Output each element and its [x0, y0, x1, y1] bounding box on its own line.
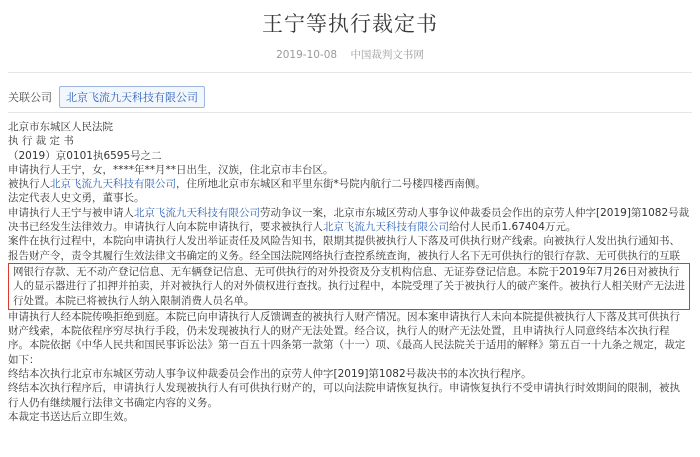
- related-company-label: 关联公司: [8, 91, 52, 104]
- resumption-paragraph: 终结本次执行程序后，申请执行人发现被执行人有可供执行财产的，可以向法院申请恢复执行。申请恢复执行不受申请执行时效期间的限制，被执行人仍有继续履行法律文书确定内容的义务。: [8, 382, 680, 409]
- company-link[interactable]: 北京飞流九天科技有限公司: [323, 221, 449, 234]
- applicant-paragraph: 申请执行人王宁，女，****年**月**日出生，汉族，住北京市丰台区。: [8, 163, 334, 176]
- ruling-paragraph: 终结本次执行北京市东城区劳动人事争议仲裁委员会作出的京劳人仲字[2019]第1082号裁决书的本次执行程序。: [8, 368, 532, 381]
- document-body: [8, 120, 690, 424]
- divider: [8, 112, 692, 113]
- company-link[interactable]: 北京飞流九天科技有限公司: [134, 206, 260, 219]
- respondent-paragraph: 被执行人北京飞流九天科技有限公司，住所地北京市东城区和平里东街*号院内航行二号楼四楼西南侧。: [8, 178, 486, 191]
- ruling-basis-paragraph: 申请执行人经本院传唤拒绝到庭。本院已向申请执行人反馈调查的被执行人财产情况。因本案申请执行人未向本院提供被执行人下落及其可供执行财产线索，本院依程序穷尽执行手段，仍未发现被执行人的财产无法处置。经合议，执行人的财产无法处置，且申请执行人同意终结本次执行程序。本院依据《中华人民共和国民事诉讼法》第一百五十四条第一款第（十一）项、《最高人民法院关于适用的解释》第五百一十九条之规定，裁定如下：: [8, 310, 686, 366]
- highlighted-passage: 网银行存款、无不动产登记信息、无车辆登记信息、无可供执行的对外投资及分支机构信息、无证券登记信息。本院于2019年7月26日对被执行人的显示器进行了扣押并拍卖，并对被执行人的对外债权进行查找。执行过程中，本院受理了关于被执行人的破产案件。被执行人相关财产无法进行处置。本院已将被执行人纳入限制消费人员名单。: [8, 263, 690, 310]
- document-type: 执 行 裁 定 书: [8, 135, 74, 148]
- divider: [8, 72, 692, 73]
- company-link[interactable]: 北京飞流九天科技有限公司: [50, 178, 176, 191]
- case-number: （2019）京0101执6595号之二: [8, 149, 162, 162]
- publish-date: 2019-10-08: [276, 49, 338, 61]
- page-title: 王宁等执行裁定书: [262, 12, 438, 36]
- legal-rep-paragraph: 法定代表人史文勇，董事长。: [8, 192, 145, 205]
- related-company-tag[interactable]: 北京飞流九天科技有限公司: [59, 86, 205, 108]
- case-background-paragraph: 申请执行人王宁与被申请人北京飞流九天科技有限公司劳动争议一案，北京市东城区劳动人事争议仲裁委员会作出的京劳人仲字[2019]第1082号裁决书已经发生法律效力。申请执行人向本院申请执行，要求被执行人北京飞流九天科技有限公司给付人民币1.67404万元。: [8, 206, 690, 234]
- document-meta: [0, 47, 700, 62]
- court-name: 北京市东城区人民法院: [8, 121, 113, 133]
- execution-process-paragraph: 案件在执行过程中，本院向申请执行人发出举证责任及风险告知书，限期其提供被执行人下落及可供执行财产线索。向被执行人发出执行通知书、报告财产令，责令其履行生效法律文书确定的义务。经全国法院网络执行查控系统查询，被执行人名下无可供执行的银行存款、无可供执行的互联: [8, 235, 680, 262]
- effective-paragraph: 本裁定书送达后立即生效。: [8, 410, 134, 423]
- source-link[interactable]: 中国裁判文书网: [350, 49, 424, 61]
- related-company-row: [8, 86, 205, 108]
